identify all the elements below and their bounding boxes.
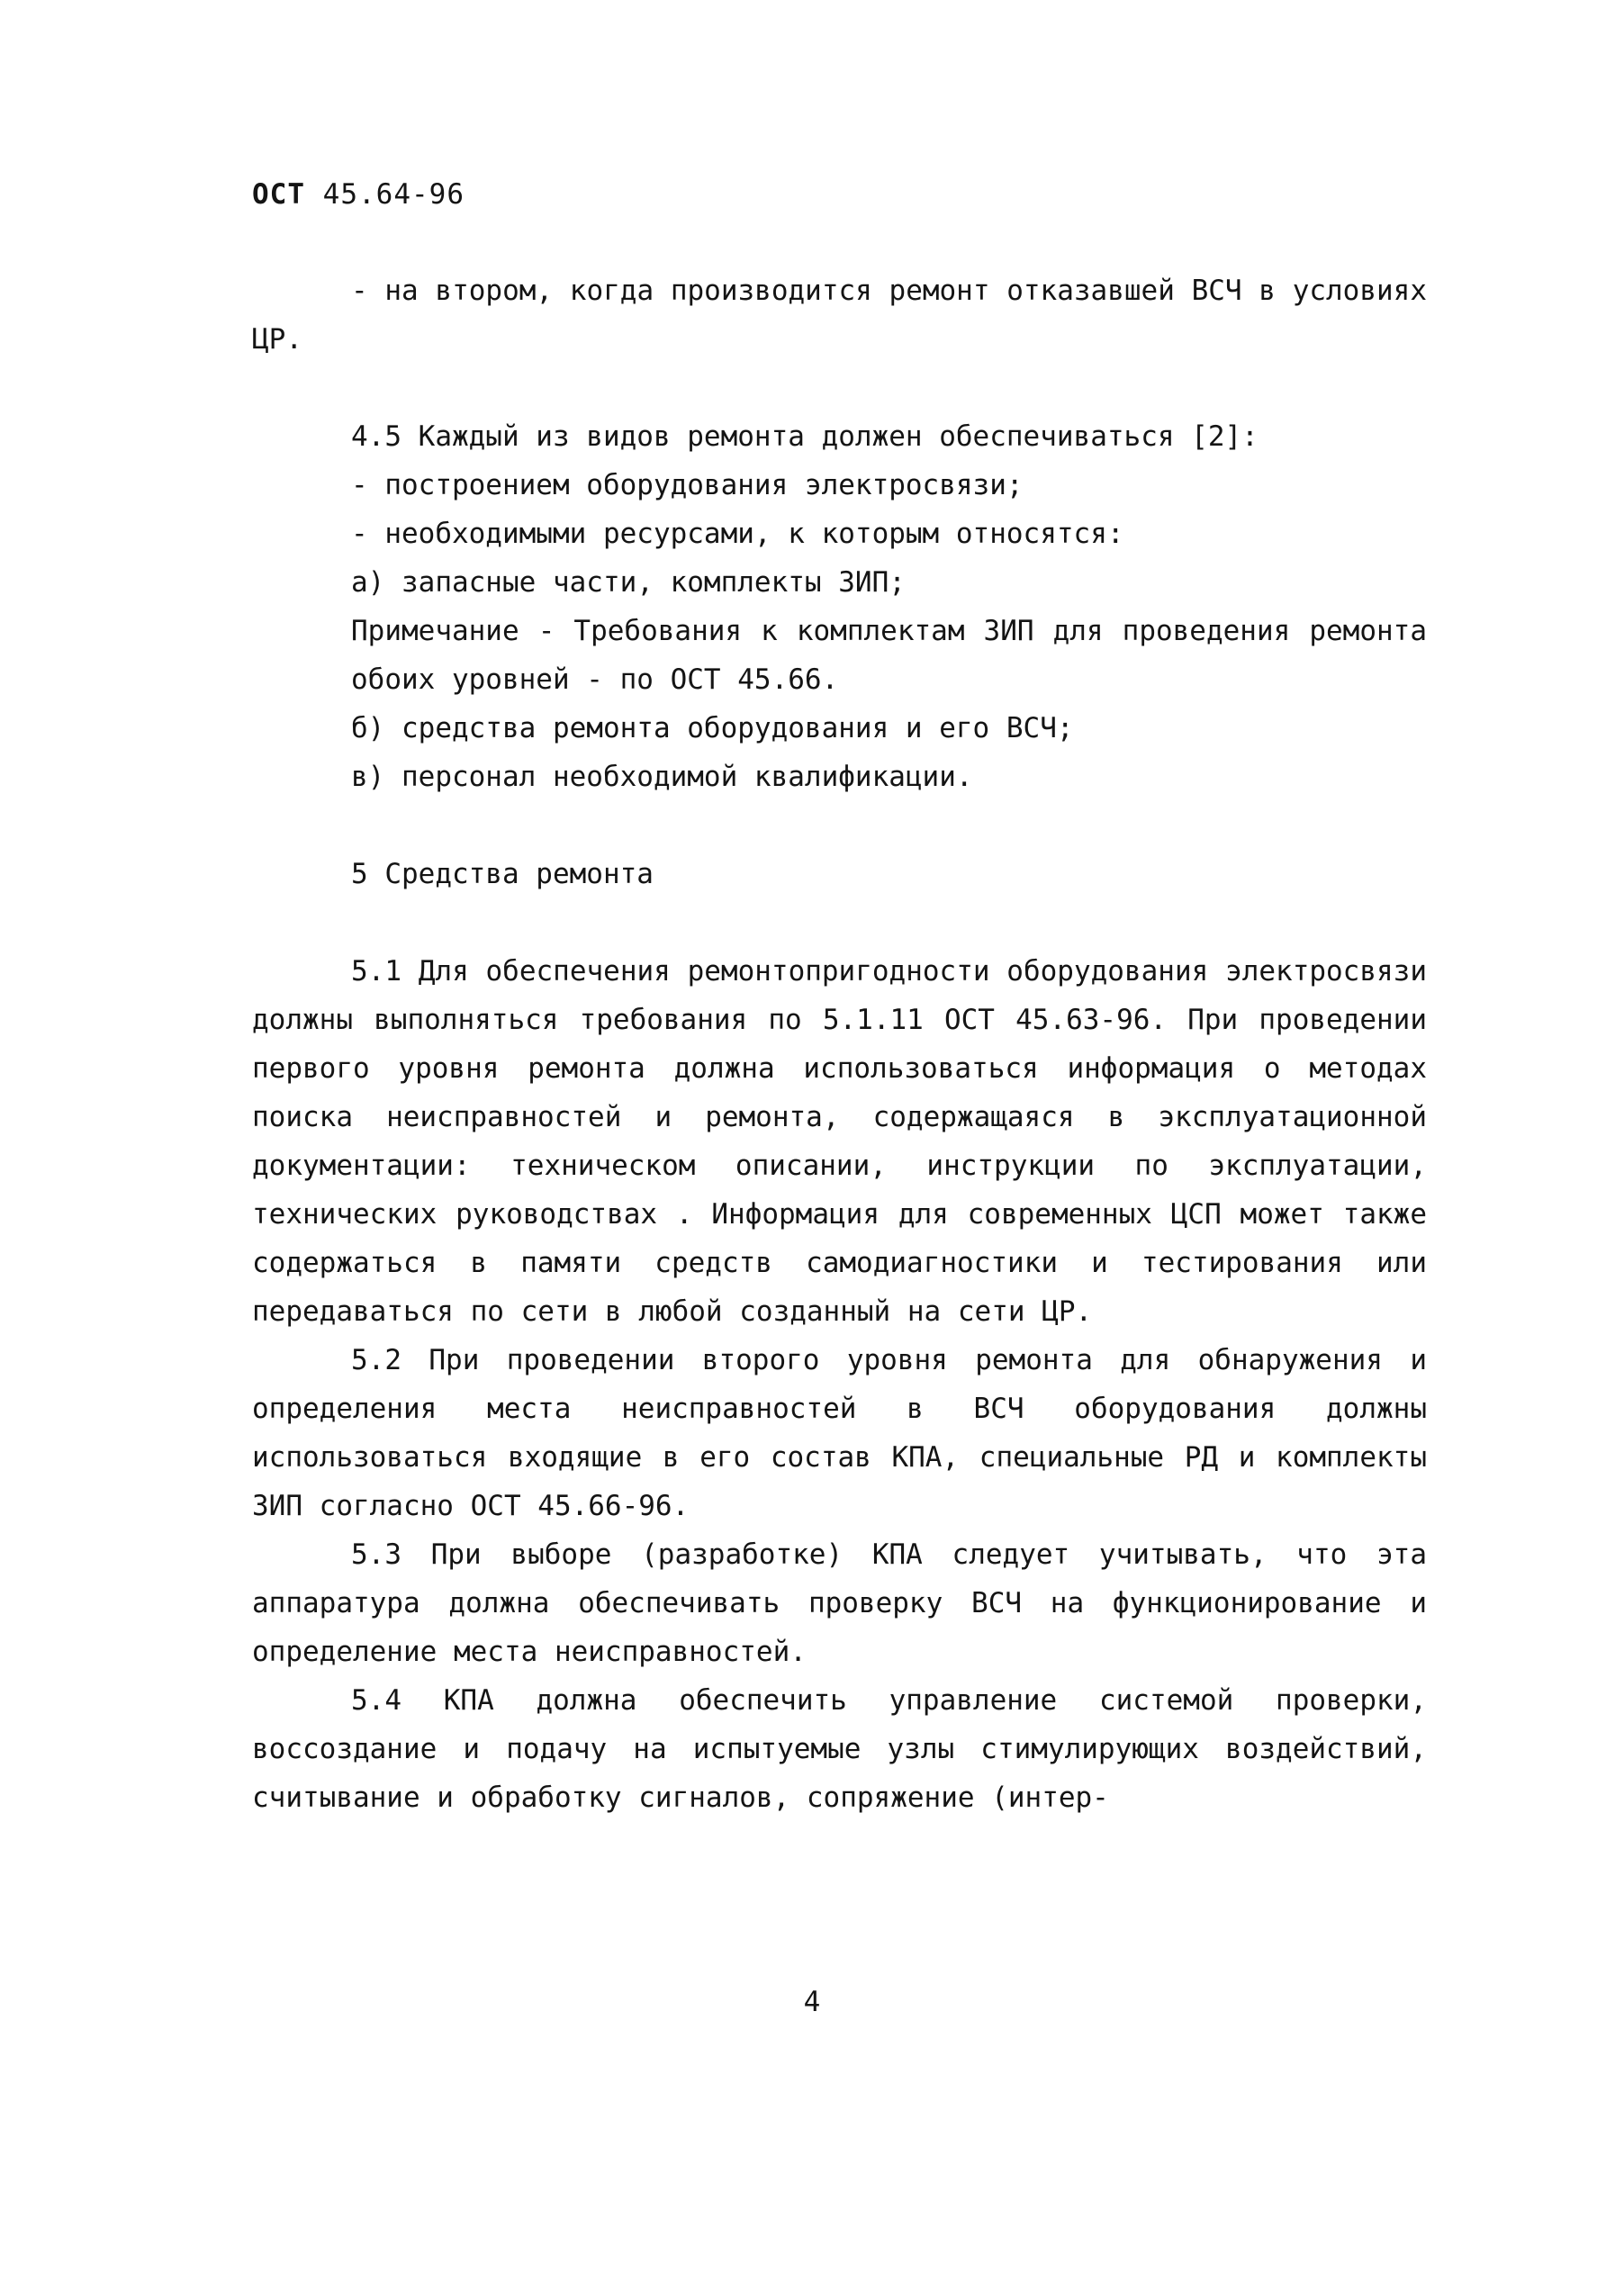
- clause-4-5-item: в) персонал необходимой квалификации.: [351, 761, 973, 793]
- section-heading: 5 Средства ремонта: [351, 858, 654, 890]
- clause-4-5-item: - необходимыми ресурсами, к которым относятся:: [351, 518, 1124, 550]
- standard-number: 45.64-96: [322, 178, 465, 211]
- clause-paragraph: 5.1 Для обеспечения ремонтопригодности оборудования электросвязи должны выполняться требования по 5.1.11 ОСТ 45.63-96. При проведении первого уровня ремонта должна использоваться информация о методах поиска неисправностей и ремонта, содержащаяся в эксплуатационной документации: техническом описании, инструкции по эксплуатации, технических руководствах . Информация для современных ЦСП может также содержаться в памяти средств самодиагностики и тестирования или передаваться по сети в любой созданный на сети ЦР.: [252, 955, 1427, 1328]
- clause-4-5-item: - построением оборудования электросвязи;: [351, 469, 1024, 501]
- standard-code: ОСТ: [252, 178, 305, 211]
- clause-4-5-item: б) средства ремонта оборудования и его ВСЧ;: [351, 712, 1074, 744]
- document-header: [252, 178, 465, 211]
- clause-paragraph: 5.4 КПА должна обеспечить управление системой проверки, воссоздание и подачу на испытуемые узлы стимулирующих воздействий, считывание и обработку сигналов, сопряжение (интер-: [252, 1684, 1427, 1814]
- clause-4-5-note: Примечание - Требования к комплектам ЗИП для проведения ремонта обоих уровней - по ОСТ 45.66.: [351, 615, 1427, 696]
- repair-level-second: - на втором, когда производится ремонт отказавшей ВСЧ в условиях ЦР.: [252, 275, 1427, 356]
- clause-paragraph: 5.2 При проведении второго уровня ремонта для обнаружения и определения места неисправностей в ВСЧ оборудования должны использоваться входящие в его состав КПА, специальные РД и комплекты ЗИП согласно ОСТ 45.66-96.: [252, 1344, 1427, 1522]
- clause-4-5-intro: 4.5 Каждый из видов ремонта должен обеспечиваться [2]:: [351, 420, 1259, 453]
- page-number: 4: [803, 1986, 821, 2018]
- clause-4-5-item: а) запасные части, комплекты ЗИП;: [351, 566, 906, 599]
- clause-paragraph: 5.3 При выборе (разработке) КПА следует учитывать, что эта аппаратура должна обеспечивать проверку ВСЧ на функционирование и определение места неисправностей.: [252, 1538, 1427, 1668]
- document-body: [252, 266, 1427, 1822]
